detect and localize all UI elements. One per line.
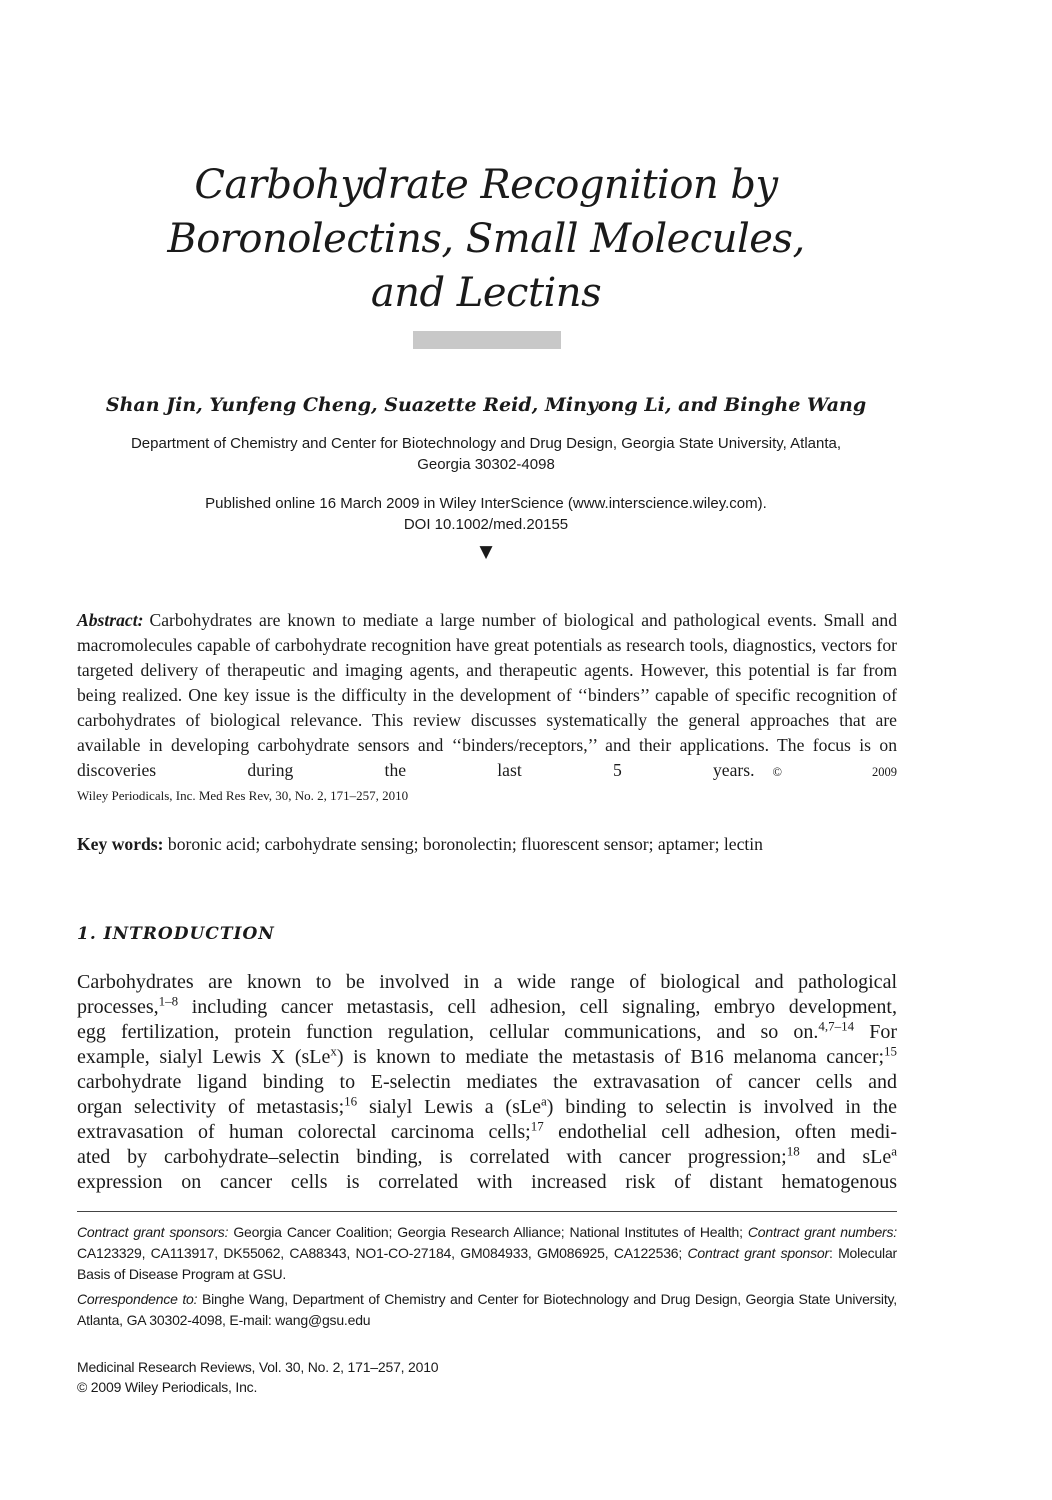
intro-text: processes,	[77, 996, 159, 1018]
abstract-label: Abstract:	[77, 610, 144, 630]
footnote-text: Georgia Cancer Coalition; Georgia Research Alliance; National Institutes of Health;	[228, 1224, 748, 1240]
intro-line	[77, 1045, 897, 1070]
citation-superscript: 16	[344, 1093, 358, 1109]
affiliation-line-2: Georgia 30302-4098	[417, 456, 555, 473]
affiliation-line-1: Department of Chemistry and Center for Biotechnology and Drug Design, Georgia State University, Atlanta,	[130, 435, 842, 452]
intro-text: including cancer metastasis, cell adhesion, cell signaling, embryo development,	[178, 996, 897, 1018]
intro-text: ) is known to mediate the metastasis of B16 melanoma cancer;	[336, 1046, 884, 1068]
superscript: a	[540, 1093, 547, 1109]
journal-copyright: © 2009 Wiley Periodicals, Inc.	[77, 1379, 258, 1395]
footnote-correspondence	[77, 1289, 897, 1331]
author-list: Shan Jin, Yunfeng Cheng, Suazette Reid, Minyong Li, and Binghe Wang	[105, 394, 867, 416]
section-heading-introduction: 1. INTRODUCTION	[77, 924, 275, 944]
citation-superscript: 17	[530, 1118, 544, 1134]
intro-text: sialyl Lewis a (sLe	[357, 1096, 541, 1118]
publication-info	[80, 493, 892, 535]
down-triangle-icon: ▼	[479, 542, 493, 562]
intro-line	[77, 970, 897, 995]
title-line-3: and Lectins	[370, 270, 602, 316]
intro-line	[77, 995, 897, 1020]
footnote-label: Correspondence to:	[77, 1291, 198, 1307]
citation-superscript: 1–8	[158, 993, 179, 1009]
title-line-2: Boronolectins, Small Molecules,	[167, 216, 805, 262]
intro-line	[77, 1120, 897, 1145]
intro-text: ated by carbohydrate–selectin binding, is correlated with cancer progression;	[77, 1146, 787, 1168]
intro-text: extravasation of human colorectal carcinoma cells;	[77, 1121, 531, 1143]
intro-text: carbohydrate ligand binding to E-selectin mediates the extravasation of cancer cells and	[77, 1071, 897, 1093]
citation-superscript: 15	[884, 1043, 897, 1059]
footnote-label: Contract grant numbers:	[747, 1224, 897, 1240]
article-title	[140, 158, 832, 320]
abstract-citation: Wiley Periodicals, Inc. Med Res Rev, 30, No. 2, 171–257, 2010	[77, 788, 409, 803]
intro-text: example, sialyl Lewis X (sLe	[77, 1046, 331, 1068]
publication-line: Published online 16 March 2009 in Wiley InterScience (www.interscience.wiley.com).	[205, 495, 767, 512]
footnote-divider	[77, 1211, 897, 1212]
abstract	[77, 608, 897, 785]
footnote-text: : Molecular Basis of Disease Program at GSU.	[77, 1245, 897, 1282]
journal-citation: Medicinal Research Reviews, Vol. 30, No. 2, 171–257, 2010	[77, 1359, 439, 1375]
citation-superscript: 18	[786, 1143, 800, 1159]
title-divider-bar	[413, 331, 561, 349]
intro-text: Carbohydrates are known to be involved in a wide range of biological and pathological	[77, 971, 897, 993]
intro-line	[77, 1020, 897, 1045]
intro-line	[77, 1170, 897, 1195]
superscript: x	[330, 1043, 337, 1059]
abstract-copyright: © 2009	[772, 765, 897, 779]
footnote-text: CA123329, CA113917, DK55062, CA88343, NO1-CO-27184, GM084933, GM086925, CA122536;	[77, 1245, 688, 1261]
intro-text: and sLe	[799, 1146, 892, 1168]
intro-text: egg fertilization, protein function regulation, cellular communications, and so on.	[77, 1021, 819, 1043]
intro-text: endothelial cell adhesion, often medi-	[543, 1121, 898, 1143]
footnote-grants	[77, 1222, 897, 1285]
superscript: a	[891, 1143, 897, 1159]
doi-line: DOI 10.1002/med.20155	[403, 516, 569, 533]
intro-text: ) binding to selectin is involved in the	[546, 1096, 898, 1118]
keywords	[77, 832, 917, 856]
abstract-text: Carbohydrates are known to mediate a large number of biological and pathological events. Small and macromolecules capable of carbohydrate recognition have great potentials as research tools, diagnostics, vectors for targeted delivery of therapeutic and imaging agents, and therapeutic agents. However, this potential is far from being realized. One key issue is the difficulty in the development of ‘‘binders’’ capable of specific recognition of carbohydrates of biological relevance. This review discusses systematically the general approaches that are available in developing carbohydrate sensors and ‘‘binders/receptors,’’ and their applications. The focus is on discoveries during the last 5 years.	[77, 610, 897, 780]
journal-info	[77, 1357, 677, 1397]
footnote-label: Contract grant sponsor	[687, 1245, 829, 1261]
affiliation	[80, 433, 892, 475]
intro-text: expression on cancer cells is correlated with increased risk of distant hematogenous	[77, 1171, 897, 1193]
introduction-paragraph	[77, 970, 897, 1195]
citation-superscript: 4,7–14	[818, 1018, 855, 1034]
footnote-label: Contract grant sponsors:	[77, 1224, 229, 1240]
intro-text: organ selectivity of metastasis;	[77, 1096, 345, 1118]
footnote-text: Binghe Wang, Department of Chemistry and Center for Biotechnology and Drug Design, Georgia State University, Atlanta, GA 30302-4098, E-mail: wang@gsu.edu	[77, 1291, 897, 1328]
intro-line	[77, 1145, 897, 1170]
keywords-text: boronic acid; carbohydrate sensing; boronolectin; fluorescent sensor; aptamer; lectin	[167, 834, 763, 854]
intro-line	[77, 1070, 897, 1095]
intro-text: For	[854, 1021, 897, 1043]
intro-line	[77, 1095, 897, 1120]
keywords-label: Key words:	[77, 834, 164, 854]
title-line-1: Carbohydrate Recognition by	[194, 162, 778, 208]
